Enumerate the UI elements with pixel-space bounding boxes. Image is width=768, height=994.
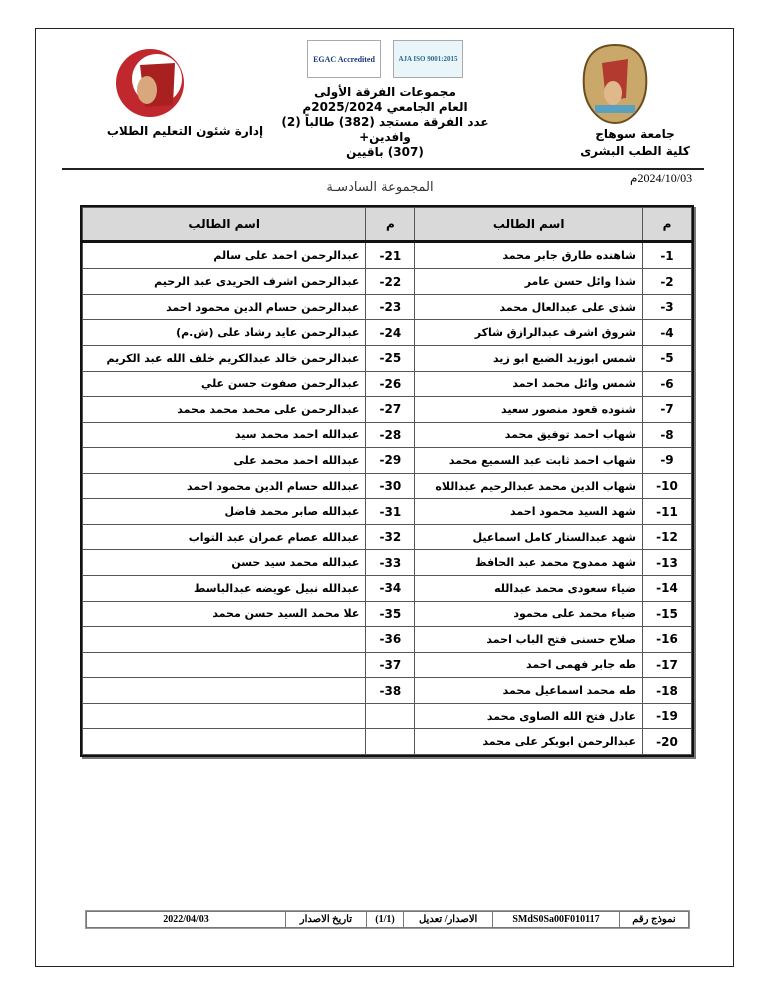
table-row <box>83 524 692 550</box>
student-name: شهد ممدوح محمد عبد الحافظ <box>415 550 643 576</box>
university-logo <box>580 43 650 129</box>
row-number: -23 <box>366 294 415 320</box>
row-number: -11 <box>643 499 692 525</box>
row-number: -13 <box>643 550 692 576</box>
document-header <box>260 85 510 160</box>
row-number: -29 <box>366 448 415 474</box>
student-name: شذا وائل حسن عامر <box>415 269 643 295</box>
row-number: -36 <box>366 627 415 653</box>
row-number: -26 <box>366 371 415 397</box>
table-row <box>83 397 692 423</box>
student-count-line2: (307) باقيين <box>346 145 424 159</box>
university-block <box>560 126 710 160</box>
header-title: مجموعات الفرقة الأولى <box>314 85 456 99</box>
issue-date-label: تاريخ الاصدار <box>286 912 367 928</box>
student-count-line1: عدد الفرقة مستجد (382) طالباً (2) وافدين+ <box>281 115 489 144</box>
student-name <box>83 703 366 729</box>
table-row <box>83 371 692 397</box>
table-row <box>83 345 692 371</box>
row-number: -6 <box>643 371 692 397</box>
table-row <box>83 678 692 704</box>
table-row <box>83 242 692 269</box>
table-row <box>83 703 692 729</box>
student-name: شهد السيد محمود احمد <box>415 499 643 525</box>
row-number: -21 <box>366 242 415 269</box>
form-number: SMdS0Sa00F010117 <box>493 912 620 928</box>
student-name: صلاح حسنى فتح الباب احمد <box>415 627 643 653</box>
version-label: الاصدار/ تعديل <box>404 912 493 928</box>
student-name: عبدالرحمن حسام الدين محمود احمد <box>83 294 366 320</box>
student-name <box>83 652 366 678</box>
student-name: شنوده قعود منصور سعيد <box>415 397 643 423</box>
header-divider <box>62 168 704 170</box>
issue-date: 2022/04/03 <box>87 912 286 928</box>
col-name-header: اسم الطالب <box>83 208 366 242</box>
student-name: علا محمد السيد حسن محمد <box>83 601 366 627</box>
row-number: -18 <box>643 678 692 704</box>
row-number: -24 <box>366 320 415 346</box>
table-row <box>83 652 692 678</box>
student-name: عبدالرحمن احمد على سالم <box>83 242 366 269</box>
row-number: -35 <box>366 601 415 627</box>
student-name: عبدالرحمن ابوبكر على محمد <box>415 729 643 755</box>
student-name: عبدالله صابر محمد فاضل <box>83 499 366 525</box>
student-name: شمس وائل محمد احمد <box>415 371 643 397</box>
table-row <box>83 499 692 525</box>
row-number: -8 <box>643 422 692 448</box>
table-row <box>83 473 692 499</box>
student-name: عبدالرحمن صفوت حسن علي <box>83 371 366 397</box>
student-name: عبدالله حسام الدين محمود احمد <box>83 473 366 499</box>
col-num-header: م <box>643 208 692 242</box>
department-name: إدارة شئون التعليم الطلاب <box>106 124 264 138</box>
student-name <box>83 729 366 755</box>
student-name: عبدالله احمد محمد على <box>83 448 366 474</box>
row-number: -4 <box>643 320 692 346</box>
certification-logos <box>305 40 465 80</box>
row-number: -2 <box>643 269 692 295</box>
table-row <box>83 550 692 576</box>
student-name: شهاب احمد توفيق محمد <box>415 422 643 448</box>
form-footer <box>85 910 690 929</box>
row-number: -31 <box>366 499 415 525</box>
row-number: -34 <box>366 576 415 602</box>
row-number: -1 <box>643 242 692 269</box>
table-row <box>83 294 692 320</box>
student-name: شمس ابوزيد الضبع ابو زيد <box>415 345 643 371</box>
student-name: شاهنده طارق جابر محمد <box>415 242 643 269</box>
row-number: -7 <box>643 397 692 423</box>
row-number: -9 <box>643 448 692 474</box>
row-number: -3 <box>643 294 692 320</box>
document-date: 2024/10/03م <box>630 171 693 185</box>
student-name: شروق اشرف عبدالرازق شاكر <box>415 320 643 346</box>
col-name-header: اسم الطالب <box>415 208 643 242</box>
row-number <box>366 703 415 729</box>
table-row <box>83 422 692 448</box>
table-row <box>83 576 692 602</box>
student-name: طه محمد اسماعيل محمد <box>415 678 643 704</box>
form-number-label: نموذج رقم <box>619 912 688 928</box>
egac-logo: EGAC Accredited <box>307 40 381 78</box>
row-number: -30 <box>366 473 415 499</box>
student-table <box>80 205 694 757</box>
table-row <box>83 448 692 474</box>
row-number <box>366 729 415 755</box>
row-number: -15 <box>643 601 692 627</box>
row-number: -19 <box>643 703 692 729</box>
student-name: عبدالرحمن عايد رشاد على (ش.م) <box>83 320 366 346</box>
student-name: عبدالله عصام عمران عبد التواب <box>83 524 366 550</box>
student-name: طه جابر فهمى احمد <box>415 652 643 678</box>
student-name: شهاب الدين محمد عبدالرحيم عبداللاه <box>415 473 643 499</box>
table-row <box>83 627 692 653</box>
col-num-header: م <box>366 208 415 242</box>
version: (1/1) <box>366 912 404 928</box>
row-number: -22 <box>366 269 415 295</box>
student-name: شذى على عبدالعال محمد <box>415 294 643 320</box>
student-name: شهاب احمد ثابت عبد السميع محمد <box>415 448 643 474</box>
student-name <box>83 627 366 653</box>
row-number: -5 <box>643 345 692 371</box>
student-name <box>83 678 366 704</box>
row-number: -37 <box>366 652 415 678</box>
row-number: -10 <box>643 473 692 499</box>
university-name: جامعة سوهاج <box>595 127 675 141</box>
row-number: -25 <box>366 345 415 371</box>
student-name: عبدالله نبيل عويضه عبدالباسط <box>83 576 366 602</box>
table-row <box>83 729 692 755</box>
faculty-logo <box>85 45 215 124</box>
student-name: عبدالرحمن خالد عبدالكريم خلف الله عبد الكريم <box>83 345 366 371</box>
table-header-row <box>83 208 692 242</box>
student-name: ضياء محمد على محمود <box>415 601 643 627</box>
row-number: -33 <box>366 550 415 576</box>
group-title: المجموعة السادسـة <box>326 180 434 195</box>
table-row <box>83 269 692 295</box>
table-row <box>83 601 692 627</box>
student-name: عبدالله محمد سيد حسن <box>83 550 366 576</box>
faculty-name: كلية الطب البشرى <box>580 144 690 158</box>
row-number: -28 <box>366 422 415 448</box>
row-number: -14 <box>643 576 692 602</box>
row-number: -12 <box>643 524 692 550</box>
row-number: -38 <box>366 678 415 704</box>
aja-iso-logo: AJA ISO 9001:2015 <box>393 40 463 78</box>
student-name: ضياء سعودى محمد عبدالله <box>415 576 643 602</box>
row-number: -32 <box>366 524 415 550</box>
student-name: عبدالرحمن اشرف الحريدى عبد الرحيم <box>83 269 366 295</box>
student-name: شهد عبدالستار كامل اسماعيل <box>415 524 643 550</box>
row-number: -16 <box>643 627 692 653</box>
student-name: عبدالرحمن على محمد محمد محمد <box>83 397 366 423</box>
row-number: -20 <box>643 729 692 755</box>
row-number: -17 <box>643 652 692 678</box>
student-name: عبدالله احمد محمد سيد <box>83 422 366 448</box>
row-number: -27 <box>366 397 415 423</box>
table-row <box>83 320 692 346</box>
academic-year: العام الجامعي 2025/2024م <box>302 100 468 114</box>
student-name: عادل فتح الله الصاوى محمد <box>415 703 643 729</box>
